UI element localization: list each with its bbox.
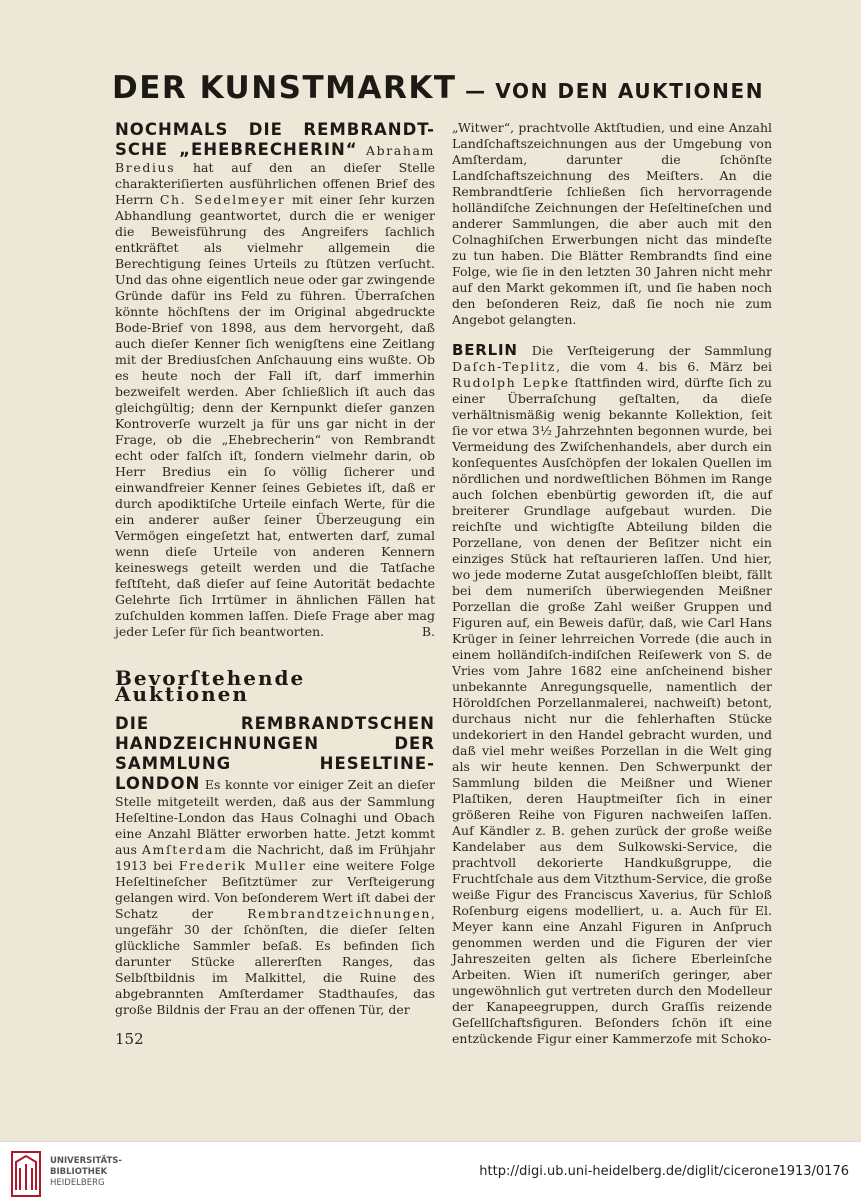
place-name: Amſterdam <box>141 842 228 857</box>
person-name: Frederik Muller <box>178 858 307 873</box>
body-text: die Nachricht, daß im Frühjahr 1913 bei <box>115 842 435 873</box>
page-number: 152 <box>115 1030 144 1048</box>
body-text: eine weitere Folge Heſeltineſcher Beſitztümer zur Verſteigerung gelangen wird. Von beſonderem Wert iſt dabei der Schatz der <box>115 858 435 921</box>
article-heading: BERLIN <box>452 341 518 359</box>
left-column <box>115 120 435 1032</box>
section-title: Bevorſtehende Auktionen <box>115 666 306 706</box>
article-rembrandt-ehebrecherin <box>115 120 435 640</box>
article-heseltine <box>115 714 435 1018</box>
library-name <box>50 1156 122 1189</box>
library-name-line: HEIDELBERG <box>50 1178 105 1188</box>
dealer-name: Rudolph Lepke <box>452 375 570 390</box>
continued-text: „Witwer“, prachtvolle Aktſtudien, und eine Anzahl Landſchaftszeichnungen aus der Umgebung von Amſterdam, darunter die ſchönſte Landſchaftszeichnung des Meiſters. An die Rembrandtſerie ſchließen ſich hervorragende holländiſche Zeichnungen der Heſeltineſchen und anderer Sammlungen, die aber auch mit den Colnaghiſchen Erwerbungen nicht das mindeſte zu tun haben. Die Blätter Rembrandts ſind eine Folge, wie ſie in den letzten 30 Jahren nicht mehr auf den Markt gekommen iſt, und ſie haben noch den beſonderen Reiz, daß ſie noch nie zum Angebot gelangten. <box>452 120 772 327</box>
body-text: mit einer ſehr kurzen Abhandlung geantwortet, durch die er weniger die Beweisführung des Angreifers ſachlich entkräftet als vielmehr allgemein die Berechtigung ſeines Urteils zu ſtützen verſucht. Und das ohne eigentlich neue oder gar zwingende Gründe dafür ins Feld zu führen. Überraſchen könnte höchſtens der im Original abgedruckte Bode-Brief von 1898, aus dem hervorgeht, daß auch dieſer Kenner ſich wenigſtens eine Zeitlang mit der Brediusſchen Anſchauung eins wußte. Ob es heute noch der Fall iſt, darf immerhin bezweifelt werden. Aber ſchließlich iſt auch das gleichgültig; denn der Kernpunkt dieſer ganzen Kontroverſe wurzelt ja für uns gar nicht in der Frage, ob die „Ehebrecherin“ von Rembrandt echt oder falſch iſt, ſondern vielmehr darin, ob Herr Bredius ein ſo völlig ſicherer und einwandfreier Kenner ſeines Gebietes iſt, daß er durch apodiktiſche Urteile einfach Werte, für die ein anderer außer ſeiner Überzeugung ein Vermögen eingeſetzt hat, entwerten darf, zumal wenn dieſe Urteile von anderen Kennern keineswegs geteilt werden und die Tatſache feſtſteht, daß dieſer auf ſeine Autorität bedachte Gelehrte ſich Irrtümer in ähnlichen Fällen hat zuſchulden kommen laſſen. Dieſe Frage aber mag jeder Leſer für ſich beantworten. <box>115 192 435 639</box>
body-text: hat auf den an dieſer Stelle charakteriſierten ausführlichen offenen Brief des Herrn <box>115 160 435 207</box>
body-text: , die vom 4. bis 6. März bei <box>556 359 772 374</box>
library-logo-icon <box>10 1150 42 1198</box>
emphasis-text: Rembrandtzeichnungen <box>247 906 432 921</box>
article-berlin <box>452 342 772 1047</box>
article-heading: NOCHMALS DIE REMBRANDT-SCHE „EHEBRECHERIN“ <box>115 120 435 159</box>
permalink-url[interactable]: http://digi.ub.uni-heidelberg.de/diglit/cicerone1913/0176 <box>479 1164 849 1179</box>
masthead <box>112 70 772 110</box>
body-text: ſtattfinden wird, dürfte ſich zu einer Überraſchung geſtalten, da dieſe verhältnismäßig wenig bekannte Kollektion, ſeit ſie vor etwa 3½ Jahrzehnten begonnen wurde, bei Vermeidung des Zwiſchenhandels, aber durch ein konſequentes Ausſchöpfen der lokalen Quellen im nördlichen und nordweſtlichen Böhmen im Range auch ſolchen ebenbürtig geworden iſt, die auf breiterer Grundlage aufgebaut wurden. Die reichſte und wichtigſte Abteilung bilden die Porzellane, von denen der Beſitzer nicht ein einziges Stück hat reſtaurieren laſſen. Und hier, wo jede moderne Zutat ausgeſchloſſen bleibt, fällt bei dem numeriſch überwiegenden Meißner Porzellan die große Zahl weißer Gruppen und Figuren auf, ein Beweis dafür, daß, wie Carl Hans Krüger in ſeiner lehrreichen Vorrede (die auch in einem holländiſch-indiſchen Reiſewerk von S. de Vries vom Jahre 1682 eine anſcheinend bisher unbekannte Anregungsquelle, namentlich der Höroldſchen Porzellanmalerei, nachweiſt) betont, durchaus nicht nur die fehlerhaften Stücke undekoriert in den Handel gebracht wurden, und daß viel mehr weißes Porzellan in die Welt ging als wir heute kennen. Den Schwerpunkt der Sammlung bilden die Meißner und Wiener Plaſtiken, deren Hauptmeiſter ſich in einer größeren Reihe von Figuren nachweiſen laſſen. Auf Kändler z. B. gehen zurück der große weiße Kandelaber aus dem Sulkowski-Service, die prachtvoll dekorierte Handkußgruppe, die Fruchtſchale aus dem Vitzthum-Service, die große weiße Figur des Franciscus Xaverius, für Schloß Roſenburg eigens modelliert, u. a. Auch für El. Meyer kann eine Anzahl Figuren in Anſpruch genommen werden und die Figuren der vier Jahreszeiten gelten als ſichere Eberleinſche Arbeiten. Wien iſt numeriſch geringer, aber ungewöhnlich gut vertreten durch den Modelleur der Kanapeegruppen, durch Graſſis reizende Geſellſchaftsfiguren. Beſonders ſchön iſt eine entzückende Figur einer Kammerzofe mit Schoko- <box>452 375 772 1046</box>
person-name: Ch. Sedelmeyer <box>159 192 286 207</box>
person-name: Daſch-Teplitz <box>452 359 557 374</box>
body-text: Es konnte vor einiger Zeit an dieſer Stelle mitgeteilt werden, daß aus der Sammlung Heſeltine-London das Haus Colnaghi und Obach eine Anzahl Blätter erworben hatte. Jetzt kommt aus <box>115 777 435 857</box>
masthead-subtitle: VON DEN AUKTIONEN <box>495 79 765 103</box>
right-column <box>452 120 772 1046</box>
article-heading: DIE REMBRANDTSCHEN HANDZEICHNUNGEN DER SAMMLUNG HESELTINE-LONDON <box>115 714 435 793</box>
masthead-dash: — <box>456 79 496 103</box>
person-name: Abraham Bredius <box>115 143 435 175</box>
body-text: Die Verſteigerung der Sammlung <box>531 343 772 358</box>
viewer-footer <box>0 1141 861 1204</box>
author-signature: B. <box>421 624 435 639</box>
library-name-line: UNIVERSITÄTS- <box>50 1156 122 1166</box>
body-text-overflow: , ungefähr 30 der ſchönſten, die dieſer ſelten glückliche Sammler beſaß. Es befinden ſich darunter Stücke allererſten Ranges, das Selbſtbildnis im Malkittel, die Ruine des abgebrannten Amſterdamer Stadthauſes, das große Bildnis der Frau an der offenen Tür, der <box>115 906 435 1017</box>
masthead-title: DER KUNSTMARKT <box>112 70 457 106</box>
article-heseltine-continued <box>452 120 772 328</box>
library-name-line: BIBLIOTHEK <box>50 1167 108 1177</box>
